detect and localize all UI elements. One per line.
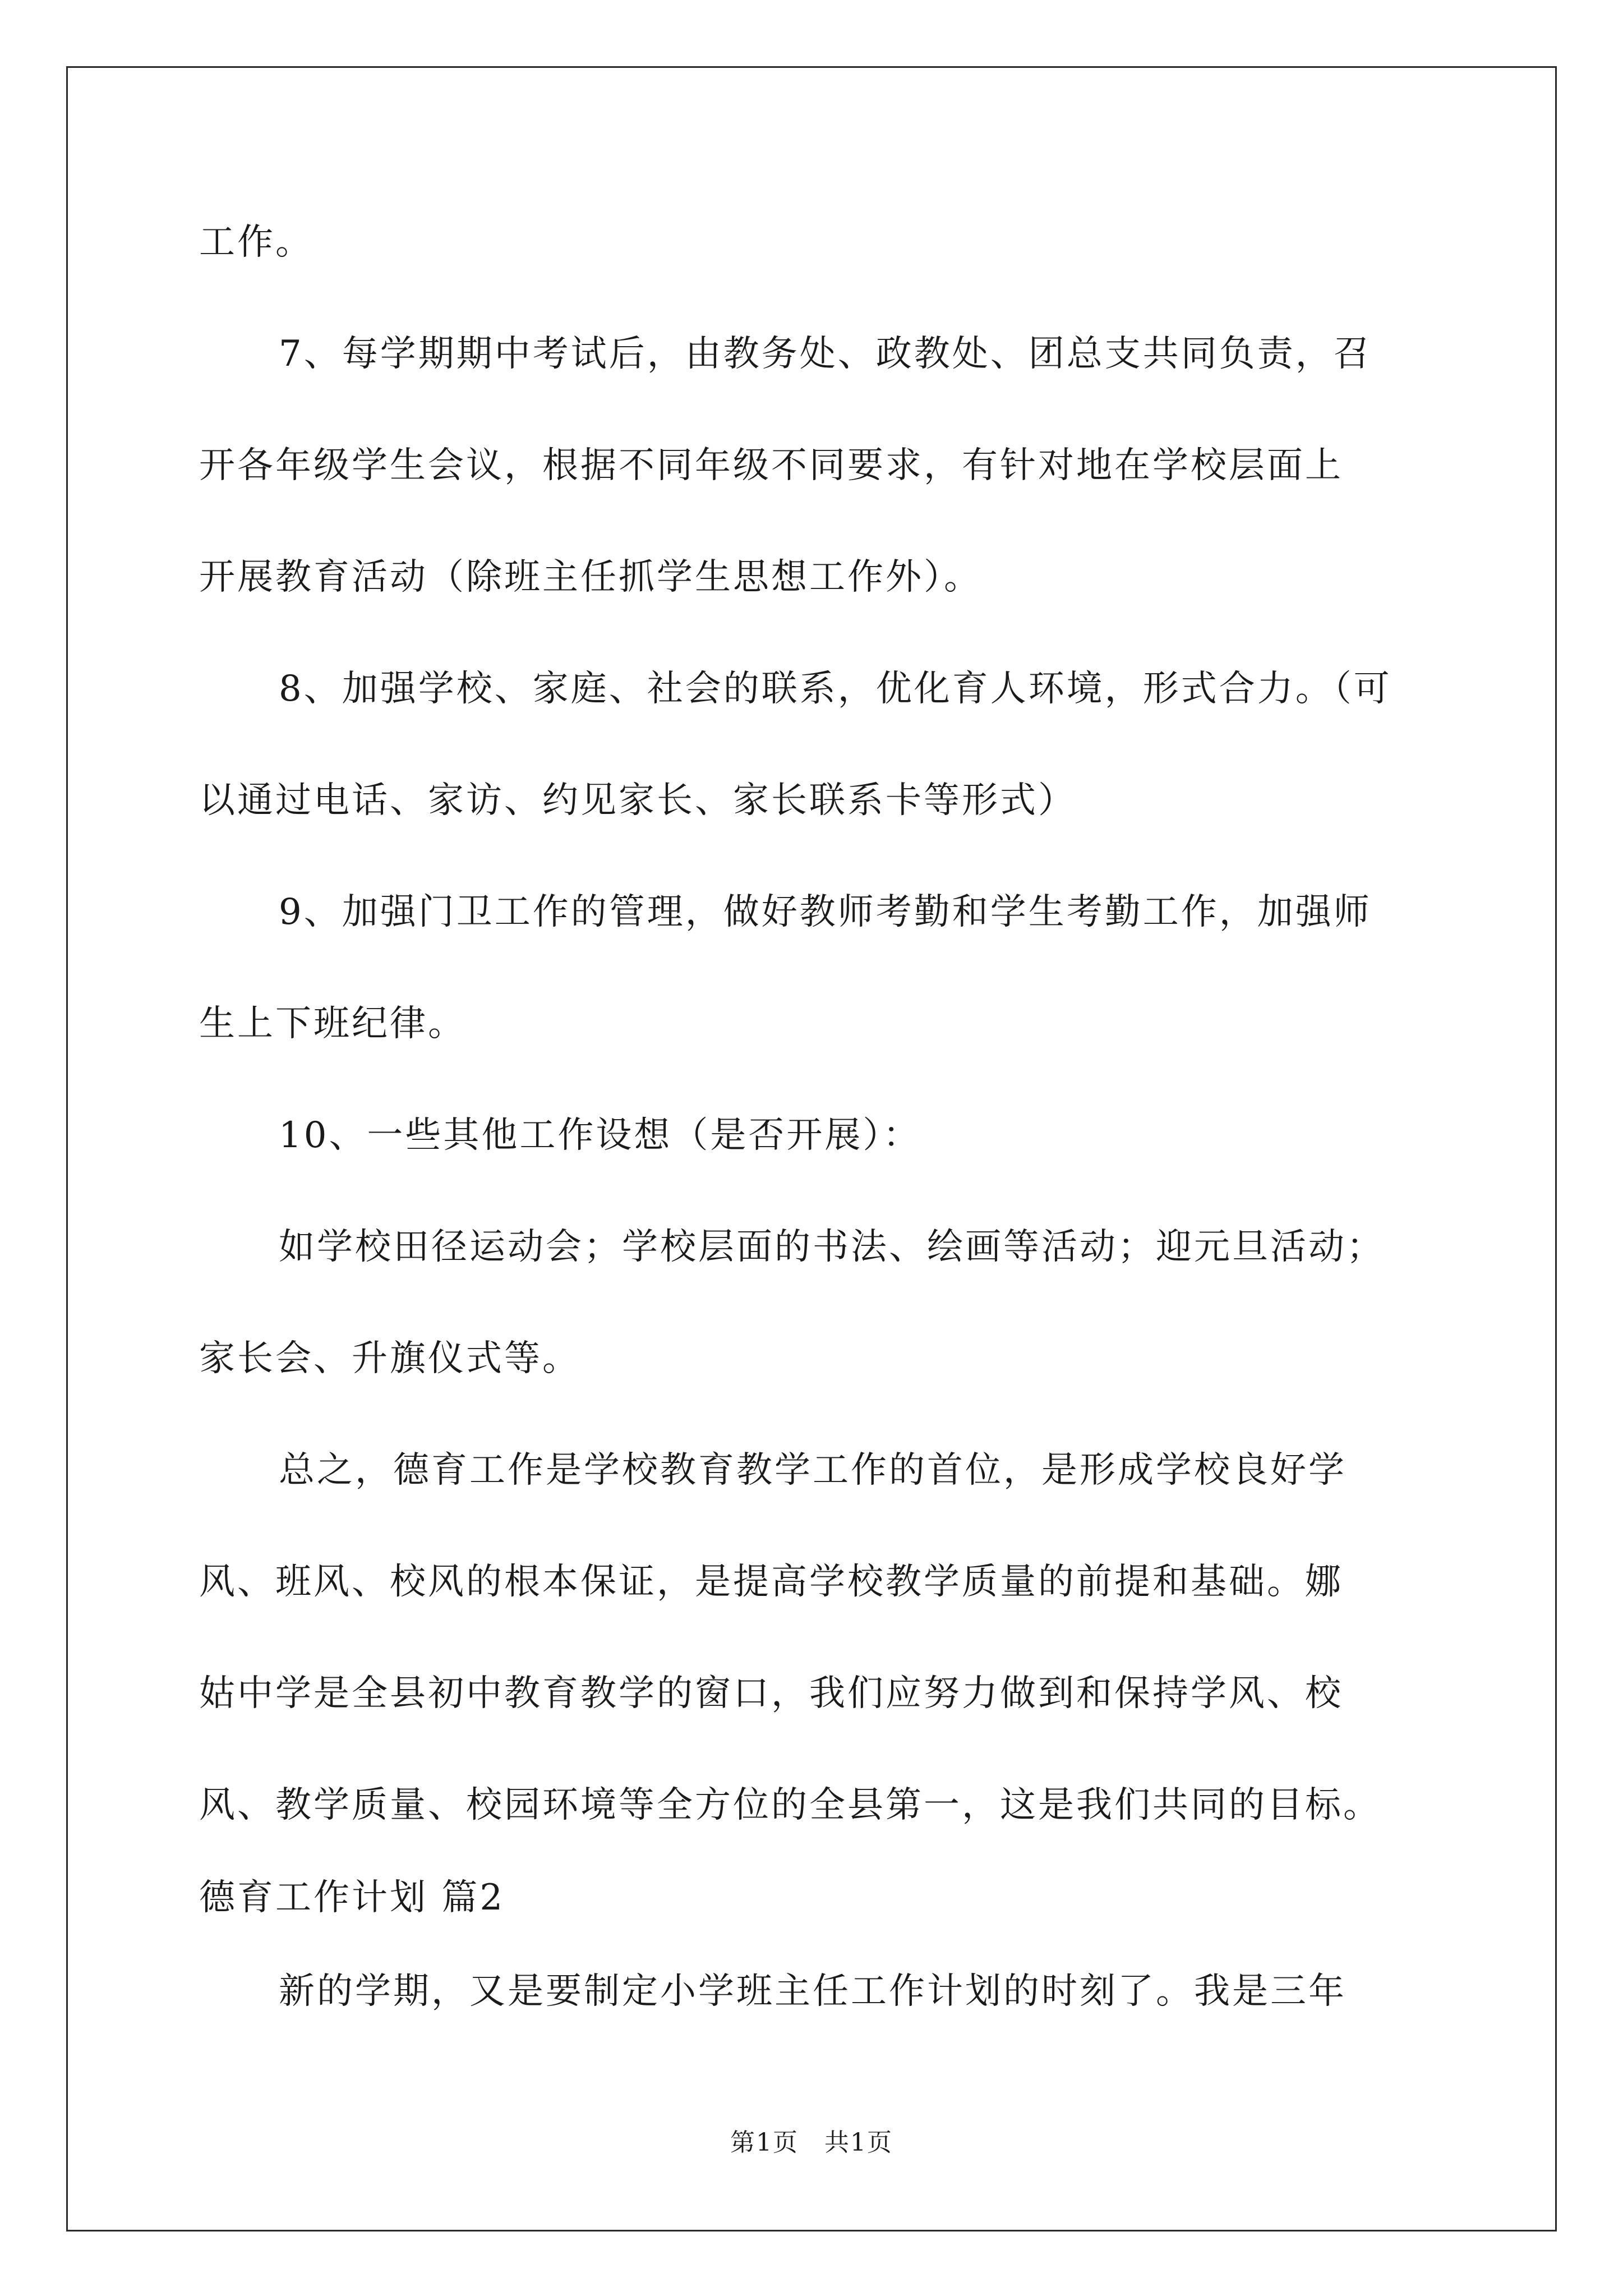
paragraph-line: 如学校田径运动会；学校层面的书法、绘画等活动；迎元旦活动； (279, 1226, 1385, 1268)
paragraph-line: 家长会、升旗仪式等。 (199, 1338, 580, 1379)
section-heading: 德育工作计划 篇2 (199, 1877, 505, 1918)
paragraph-line: 9、加强门卫工作的管理，做好教师考勤和学生考勤工作，加强师 (279, 891, 1372, 933)
paragraph-line: 8、加强学校、家庭、社会的联系，优化育人环境，形式合力。（可 (279, 668, 1392, 710)
paragraph-line: 生上下班纪律。 (199, 1003, 466, 1045)
paragraph-line: 新的学期，又是要制定小学班主任工作计划的时刻了。我是三年 (279, 1971, 1347, 2012)
paragraph-line: 工作。 (199, 222, 313, 263)
page-footer: 第1页 共1页 (730, 2128, 893, 2157)
paragraph-line: 以通过电话、家访、约见家长、家长联系卡等形式） (199, 780, 1076, 821)
paragraph-line: 姑中学是全县初中教育教学的窗口，我们应努力做到和保持学风、校 (199, 1673, 1343, 1714)
paragraph-line: 风、班风、校风的根本保证，是提高学校教学质量的前提和基础。娜 (199, 1561, 1343, 1603)
paragraph-line: 总之，德育工作是学校教育教学工作的首位，是形成学校良好学 (279, 1450, 1347, 1491)
paragraph-line: 开展教育活动（除班主任抓学生思想工作外）。 (199, 556, 982, 598)
paragraph-line: 开各年级学生会议，根据不同年级不同要求，有针对地在学校层面上 (199, 445, 1343, 486)
paragraph-line: 10、一些其他工作设想（是否开展）： (279, 1115, 921, 1156)
paragraph-line: 7、每学期期中考试后，由教务处、政教处、团总支共同负责，召 (279, 333, 1372, 375)
paragraph-line: 风、教学质量、校园环境等全方位的全县第一，这是我们共同的目标。 (199, 1784, 1381, 1826)
